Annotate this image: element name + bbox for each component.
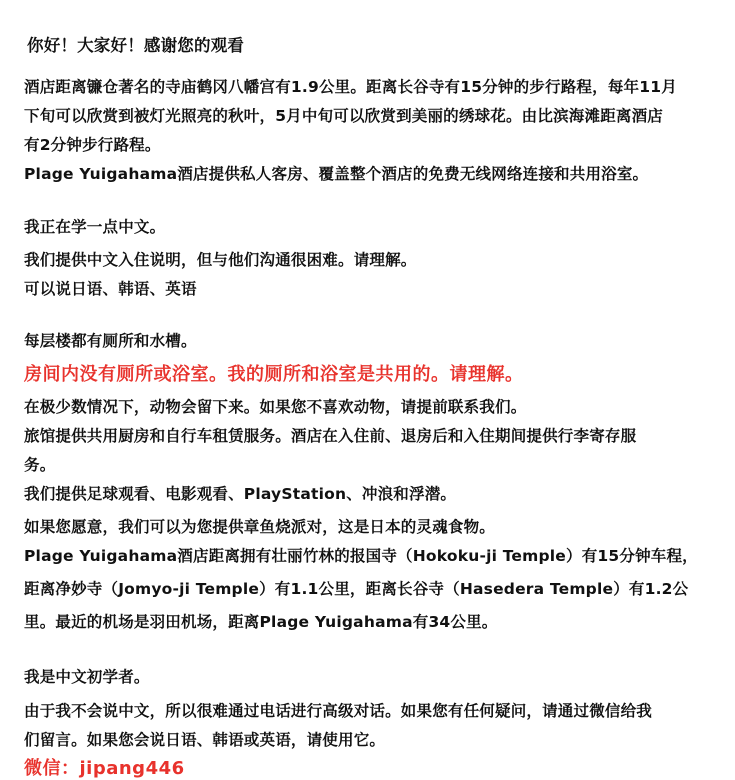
greeting-title: 你好！大家好！感谢您的观看 [27, 36, 245, 55]
location-line-2: 下旬可以欣赏到被灯光照亮的秋叶，5月中旬可以欣赏到美丽的绣球花。由比滨海滩距离酒店 [24, 107, 663, 125]
location-line-1: 酒店距离镰仓著名的寺庙鹤冈八幡宫有1.9公里。距离长谷寺有15分钟的步行路程，每年11月 [24, 78, 677, 96]
languages-line: 可以说日语、韩语、英语 [24, 280, 197, 298]
airport-line: 里。最近的机场是羽田机场，距离Plage Yuigahama有34公里。 [24, 613, 498, 631]
takoyaki-line: 如果您愿意，我们可以为您提供章鱼烧派对，这是日本的灵魂食物。 [24, 518, 496, 536]
activities-line: 我们提供足球观看、电影观看、PlayStation、冲浪和浮潜。 [24, 485, 457, 503]
location-line-3: 有2分钟步行路程。 [24, 136, 161, 154]
services-line-2: 务。 [24, 456, 56, 474]
animals-line: 在极少数情况下，动物会留下来。如果您不喜欢动物，请提前联系我们。 [24, 398, 527, 416]
wechat-contact[interactable]: 微信：jipang446 [24, 758, 185, 779]
temples-line-2: 距离净妙寺（Jomyo-ji Temple）有1.1公里，距离长谷寺（Hasedera Temple）有1.2公 [24, 580, 689, 598]
contact-line-2: 们留言。如果您会说日语、韩语或英语，请使用它。 [24, 731, 386, 749]
checkin-instructions-line: 我们提供中文入住说明，但与他们沟通很困难。请理解。 [24, 251, 417, 269]
amenities-line: Plage Yuigahama酒店提供私人客房、覆盖整个酒店的免费无线网络连接和共用浴室。 [24, 165, 649, 183]
shared-bathroom-warning: 房间内没有厕所或浴室。我的厕所和浴室是共用的。请理解。 [24, 364, 524, 385]
services-line-1: 旅馆提供共用厨房和自行车租赁服务。酒店在入住前、退房后和入住期间提供行李寄存服 [24, 427, 637, 445]
beginner-line: 我是中文初学者。 [24, 668, 150, 686]
toilet-per-floor-line: 每层楼都有厕所和水槽。 [24, 332, 197, 350]
temples-line-1: Plage Yuigahama酒店距离拥有壮丽竹林的报国寺（Hokoku-ji Temple）有15分钟车程， [24, 547, 698, 565]
contact-line-1: 由于我不会说中文，所以很难通过电话进行高级对话。如果您有任何疑问，请通过微信给我 [24, 702, 653, 720]
chinese-learning-line: 我正在学一点中文。 [24, 218, 166, 236]
